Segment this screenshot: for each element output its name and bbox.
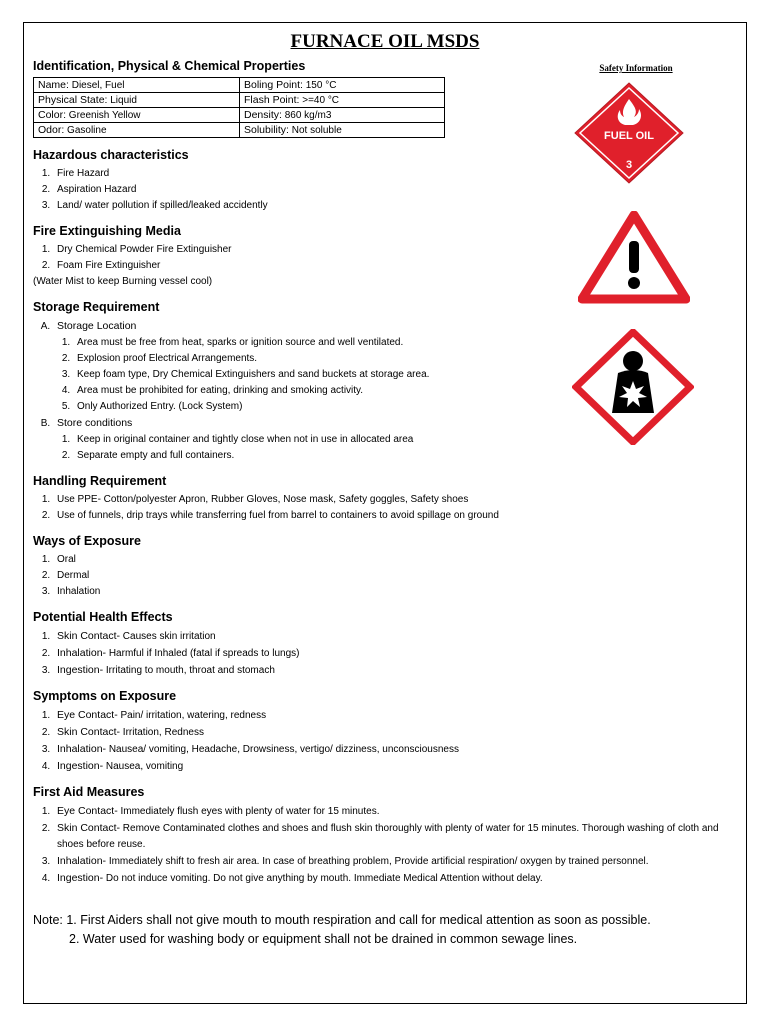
item-key: Inhalation- [57,743,107,755]
item-value: Irritating to mouth, throat and stomach [103,665,275,676]
list-item: 3. Inhalation [53,584,745,600]
item-value: Causes skin irritation [120,631,216,642]
list-item [53,662,745,679]
document-title: FURNACE OIL MSDS [290,31,480,52]
property-key: Solubility: [244,123,289,136]
item-key: Eye Contact- [57,805,118,817]
item-value: Immediately shift to fresh air area. In case of breathing problem, Provide artificial respiration/ oxygen by trained personnel. [106,856,649,867]
hazard-list [53,166,745,214]
first-aid-list [53,803,745,887]
property-value: Greenish Yellow [66,109,141,121]
list-item: 2. Aspiration Hazard [53,182,745,198]
item-key: Ingestion- [57,664,104,676]
list-item: 1. Area must be free from heat, sparks or ignition source and well ventilated. [73,335,745,351]
item-value: Irritation, Redness [120,727,204,738]
exposure-list [53,552,745,600]
property-cell [34,78,240,93]
property-key: Boling Point: [244,78,303,91]
item-value: Harmful if Inhaled (fatal if spreads to lungs) [106,648,300,659]
property-key: Odor: [38,123,65,136]
fuel-oil-label: FUEL OIL [604,130,654,142]
properties-row [34,93,445,108]
property-cell [240,108,445,123]
list-item [53,707,745,724]
item-key: Eye Contact- [57,709,118,721]
health-effects-list [53,628,745,679]
handling-list [53,492,745,524]
symptoms-heading: Symptoms on Exposure [33,689,177,703]
storage-location-label: Storage Location [57,320,137,332]
handling-heading: Handling Requirement [33,474,167,488]
property-key: Flash Point: [244,93,300,106]
health-heading: Potential Health Effects [33,610,173,624]
property-value: Liquid [107,94,137,106]
property-cell [34,123,240,138]
property-value: Not soluble [288,124,342,136]
list-item: 2. Use of funnels, drip trays while transferring fuel from barrel to containers to avoid spillage on ground [53,508,745,524]
property-value: >=40 °C [299,94,340,106]
msds-page [23,22,747,1004]
safety-information-title: Safety Information [599,63,673,73]
hazard-class-number: 3 [625,159,633,171]
list-item [53,645,745,662]
symptoms-list [53,707,745,775]
identification-heading: Identification, Physical & Chemical Properties [33,59,306,73]
list-item: 2. Foam Fire Extinguisher [53,258,745,274]
list-item: 2. Dermal [53,568,745,584]
list-item: 1. Fire Hazard [53,166,745,182]
property-value: 150 °C [302,79,337,91]
properties-row [34,78,445,93]
list-item [53,724,745,741]
item-value: Remove Contaminated clothes and shoes and flush skin thoroughly with plenty of water for 15 minutes. Thorough washing of cloth and shoes before reuse. [57,823,719,850]
item-key: Skin Contact- [57,726,121,738]
property-value: Gasoline [64,124,107,136]
list-item [53,741,745,758]
store-conditions-section [53,415,745,464]
list-item: 2. Explosion proof Electrical Arrangements. [73,351,745,367]
property-cell [240,123,445,138]
list-item: 3. Land/ water pollution if spilled/leaked accidently [53,198,745,214]
list-item [53,758,745,775]
storage-sections [53,318,745,464]
list-item: 1. Use PPE- Cotton/polyester Apron, Rubber Gloves, Nose mask, Safety goggles, Safety shoes [53,492,745,508]
item-value: Nausea, vomiting [103,761,184,772]
list-item [53,820,745,853]
property-cell [34,93,240,108]
note-line-1: Note: 1. First Aiders shall not give mouth to mouth respiration and call for medical attention as soon as possible. [33,913,651,927]
list-item: 3. Keep foam type, Dry Chemical Extinguishers and sand buckets at storage area. [73,367,745,383]
property-value: Diesel, Fuel [68,79,125,91]
property-value: 860 kg/m3 [281,109,332,121]
hazardous-heading: Hazardous characteristics [33,148,189,162]
item-key: Skin Contact- [57,630,121,642]
item-key: Skin Contact- [57,822,121,834]
properties-row [34,123,445,138]
storage-heading: Storage Requirement [33,300,160,314]
storage-location-list [73,335,745,415]
msds-content [33,59,745,887]
properties-row [34,108,445,123]
item-value: Nausea/ vomiting, Headache, Drowsiness, vertigo/ dizziness, unconsciousness [106,744,459,755]
list-item: 2. Separate empty and full containers. [73,448,745,464]
list-item: 1. Dry Chemical Powder Fire Extinguisher [53,242,745,258]
list-item [53,870,745,887]
note-line-2: 2. Water used for washing body or equipment shall not be drained in common sewage lines. [69,932,578,946]
store-conditions-list [73,432,745,464]
item-key: Inhalation- [57,855,107,867]
fire-heading: Fire Extinguishing Media [33,224,181,238]
list-item [53,803,745,820]
fire-media-list [53,242,745,274]
note-block [33,911,745,949]
exposure-heading: Ways of Exposure [33,534,141,548]
first-aid-heading: First Aid Measures [33,785,145,799]
item-value: Do not induce vomiting. Do not give anything by mouth. Immediate Medical Attention without delay. [103,873,543,884]
property-cell [34,108,240,123]
item-value: Pain/ irritation, watering, redness [117,710,267,721]
storage-location-section [53,318,745,415]
property-key: Physical State: [38,93,108,106]
list-item [53,853,745,870]
list-item: 5. Only Authorized Entry. (Lock System) [73,399,745,415]
item-key: Ingestion- [57,872,104,884]
list-item [53,628,745,645]
list-item: 1. Keep in original container and tightly close when not in use in allocated area [73,432,745,448]
property-cell [240,93,445,108]
list-item: 1. Oral [53,552,745,568]
store-conditions-label: Store conditions [57,417,133,429]
property-key: Color: [38,108,67,121]
property-key: Density: [244,108,282,121]
property-cell [240,78,445,93]
item-value: Immediately flush eyes with plenty of water for 15 minutes. [117,806,380,817]
item-key: Inhalation- [57,647,107,659]
list-item: 4. Area must be prohibited for eating, drinking and smoking activity. [73,383,745,399]
fire-note: (Water Mist to keep Burning vessel cool) [33,276,213,287]
properties-table [33,77,445,138]
item-key: Ingestion- [57,760,104,772]
property-key: Name: [38,78,69,91]
